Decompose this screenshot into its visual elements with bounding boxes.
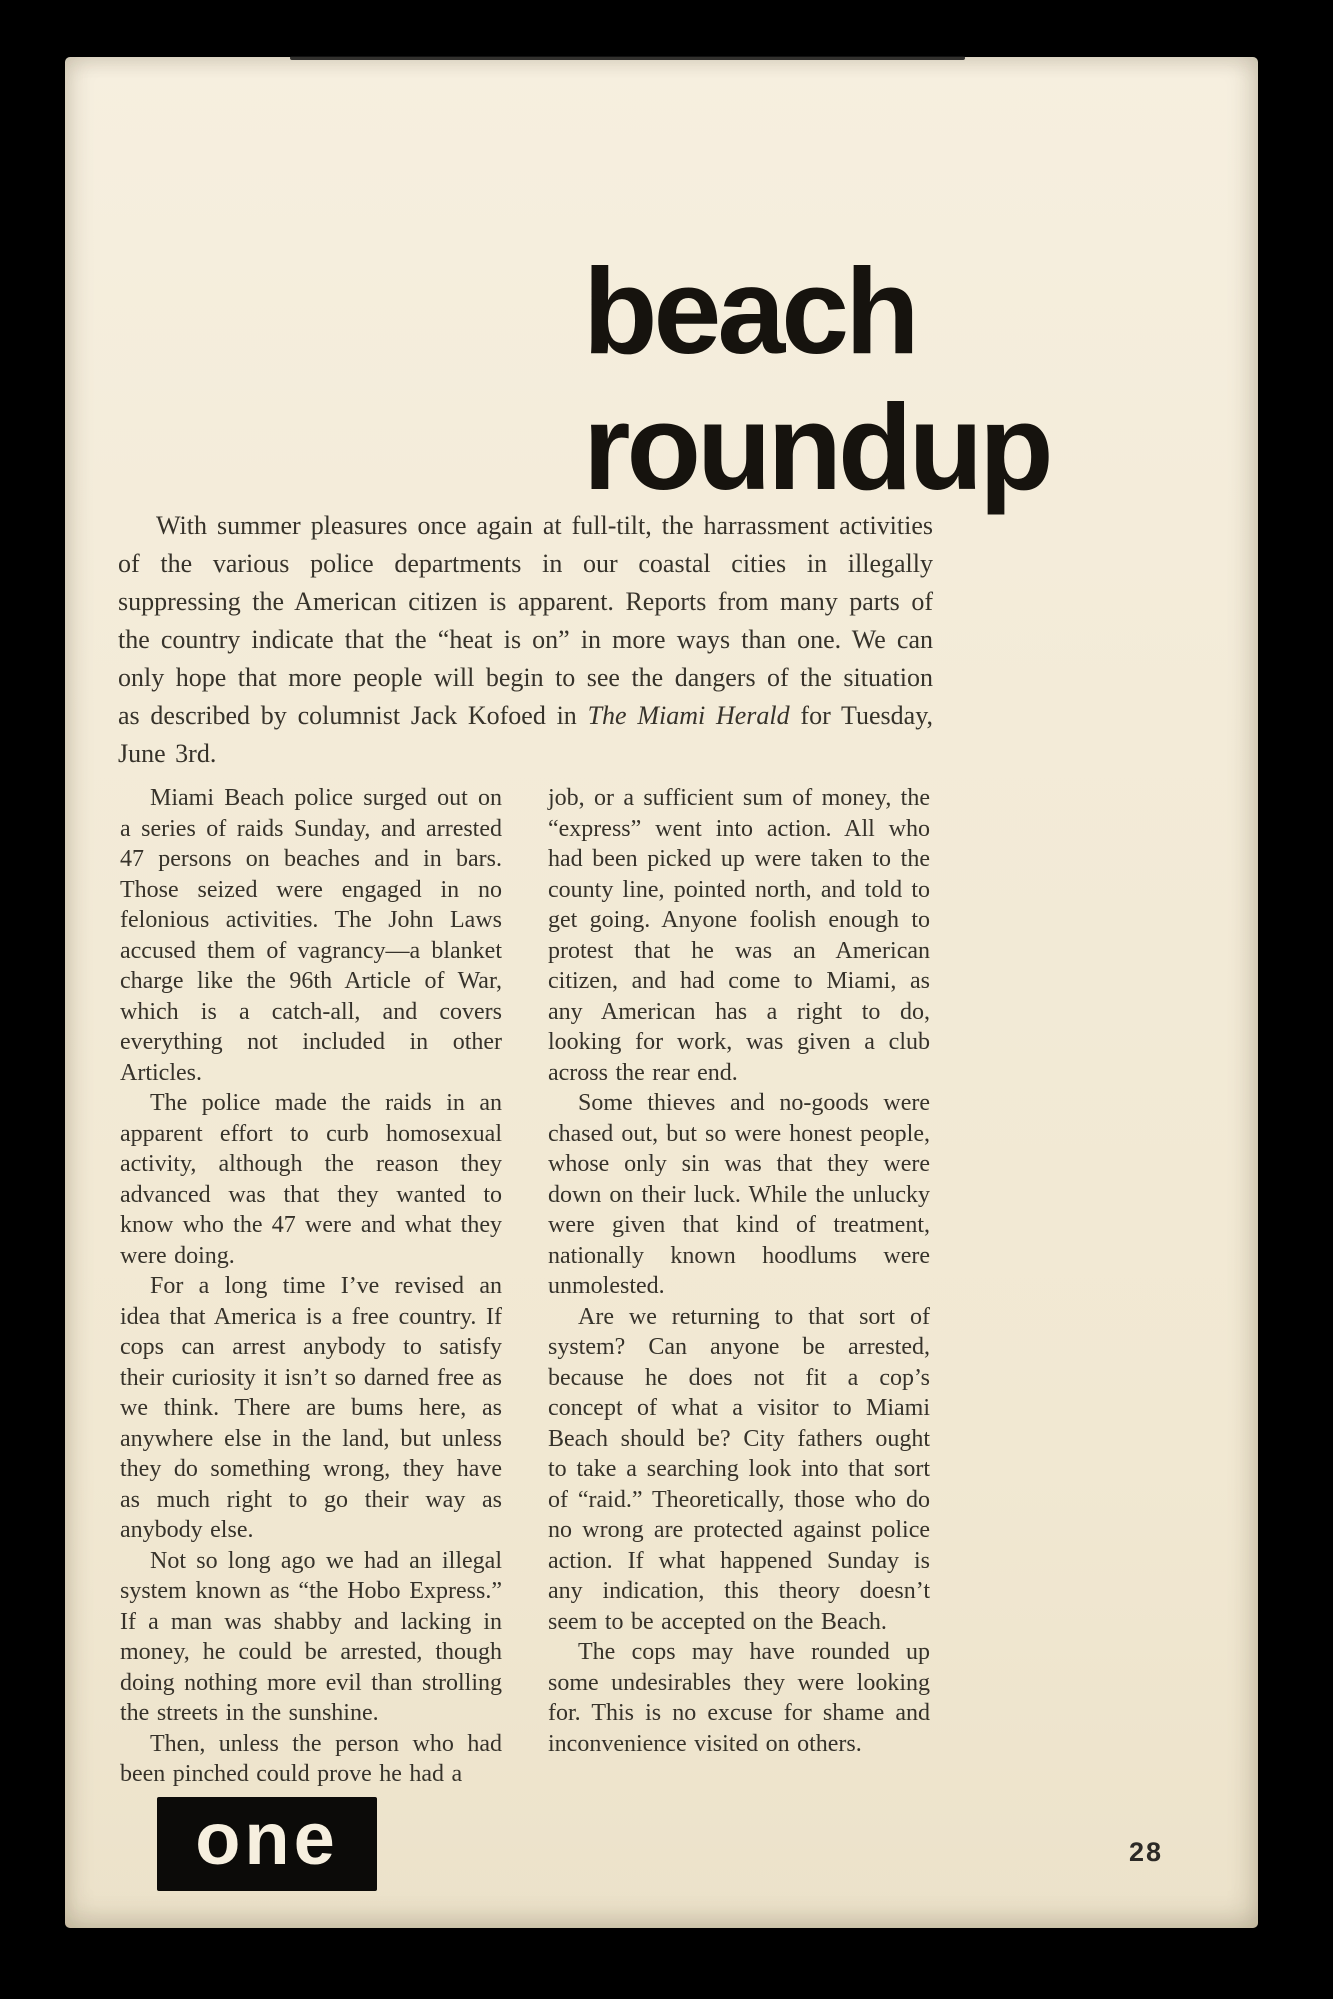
one-magazine-logo [157, 1797, 377, 1891]
right-paragraph-2: Some thieves and no-goods were chased out, but so were honest people, whose only sin was that they were down on their luck. While the unlucky were given that kind of treatment, nationally known hoodlums were unmolested. [548, 1090, 930, 1299]
intro-text-before: With summer pleasures once again at full-tilt, the harrassment activities of the various police departments in our coastal cities in illegally suppressing the American citizen is apparent. Reports from many parts of the country indicate that the “heat is on” in more ways than one. We can only hope that more people will begin to see the dangers of the situation as described by columnist Jack Kofoed in [118, 511, 933, 730]
scan-edge-artifact [290, 56, 965, 60]
one-logo-text: one [195, 1797, 339, 1880]
left-paragraph-2: The police made the raids in an apparent effort to curb homosexual activity, although the reason they advanced was that they wanted to know who the 47 were and what they were doing. [120, 1090, 502, 1269]
right-paragraph-3: Are we returning to that sort of system? Can anyone be arrested, because he does not fit a cop’s concept of what a visitor to Miami Beach should be? City fathers ought to take a searching look into that sort of “raid.” Theoretically, those who do no wrong are protected against police action. If what happened Sunday is any indication, this theory doesn’t seem to be accepted on the Beach. [548, 1303, 930, 1635]
left-paragraph-3: For a long time I’ve revised an idea that America is a free country. If cops can arrest anybody to satisfy their curiosity it isn’t so darned free as we think. There are bums here, as anywhere else in the land, but unless they do something wrong, they have as much right to go their way as anybody else. [120, 1273, 502, 1543]
left-paragraph-1: Miami Beach police surged out on a series of raids Sunday, and arrested 47 persons on beaches and in bars. Those seized were engaged in no felonious activities. The John Laws accused them of vagrancy—a blanket charge like the 96th Article of War, which is a catch-all, and covers everything not included in other Articles. [120, 785, 502, 1086]
left-paragraph-5: Then, unless the person who had been pinched could prove he had a [120, 1730, 502, 1787]
title-line-2: roundup [583, 378, 1050, 515]
left-paragraph-4: Not so long ago we had an illegal system known as “the Hobo Express.” If a man was shabby and lacking in money, he could be arrested, though doing nothing more evil than strolling the streets in the sunshine. [120, 1547, 502, 1726]
right-paragraph-1: job, or a sufficient sum of money, the “express” went into action. All who had been picked up were taken to the county line, pointed north, and told to get going. Anyone foolish enough to protest that he was an American citizen, and had come to Miami, as any American has a right to do, looking for work, was given a club across the rear end. [548, 785, 930, 1086]
title-line-1: beach [583, 242, 916, 379]
page-number: 28 [1129, 1837, 1164, 1867]
left-column [120, 783, 502, 1790]
intro-publication-name: The Miami Herald [587, 701, 790, 730]
intro-text-after: for Tuesday, June 3rd. [118, 701, 934, 768]
right-column [548, 783, 930, 1790]
intro-paragraph [118, 507, 933, 773]
magazine-page [65, 57, 1258, 1928]
article-title [583, 243, 1050, 515]
right-paragraph-4: The cops may have rounded up some undesirables they were looking for. This is no excuse for shame and inconvenience visited on others. [548, 1639, 930, 1757]
article-columns [120, 783, 990, 1790]
